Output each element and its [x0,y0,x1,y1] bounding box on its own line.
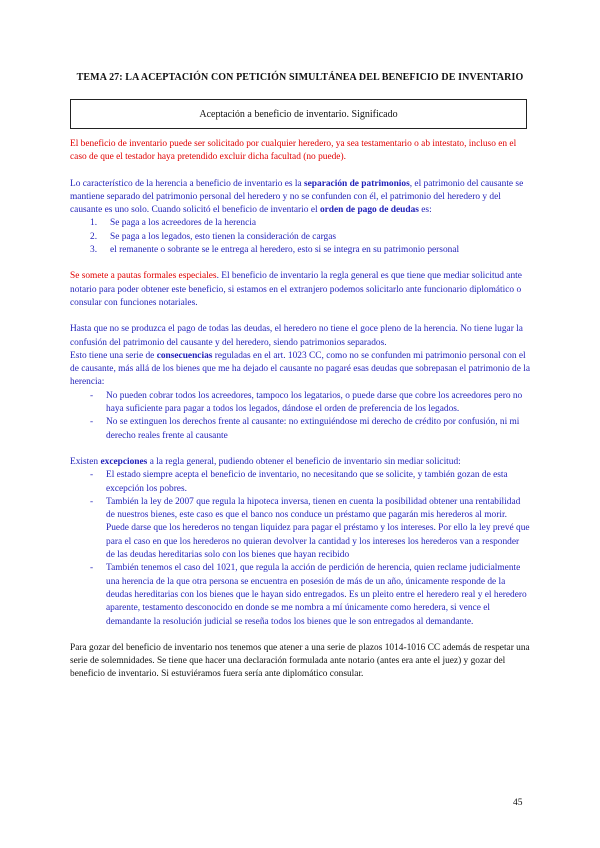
list-item-text: También tenemos el caso del 1021, que regula la acción de perdición de herencia, quien reclame judicialmente una herencia de la que otra persona se encuentra en posesión de más de un año, únicamente responde de la deudas hereditarias con los bienes que le hayan sido entregados. Es un pleito entre el heredero real y el heredero aparente, testamento desconocido en donde se me nombra a mí únicamente como heredera, si vence el demandante la resolución judicial se reseña todos los bienes que le son entregados al demandante. [106,563,527,627]
list-dash: - [90,390,94,401]
list-item [70,496,530,562]
page-number: 45 [513,798,523,808]
term-excepciones: excepciones [100,456,148,467]
paragraph-2-text: Lo característico de la herencia a beneficio de inventario es la [70,178,304,189]
paragraph-5-text: reguladas en el art. 1023 CC, como no se confunden mi patrimonio personal con el de causante, más allá de los bienes que me ha dejado el causante no pagaré esas deudas que sobrepasan el patrimonio de la herencia: [70,350,530,388]
exceptions-list [70,469,530,629]
list-item [70,469,530,496]
payment-order-list [70,217,530,257]
list-item-text: No se extinguen los derechos frente al causante: no extinguiéndose mi derecho de crédito por confusión, ni mi derecho reales frente al causante [106,417,520,441]
paragraph-5 [70,350,530,390]
list-item [70,231,530,244]
paragraph-3-highlight: Se somete a pautas formales especiales [70,271,217,282]
list-item-text: Se paga a los acreedores de la herencia [110,218,257,229]
list-item [70,416,530,443]
paragraph-5-text: Esto tiene una serie de [70,350,157,361]
paragraph-6 [70,456,530,469]
term-consecuencias: consecuencias [156,350,213,361]
document-body [70,138,530,682]
list-item [70,217,530,230]
paragraph-6-text: a la regla general, pudiendo obtener el beneficio de inventario sin mediar solicitud: [147,456,461,467]
list-item-text: El estado siempre acepta el beneficio de inventario, no necesitando que se solicite, y también gozan de esta excepción los pobres. [106,470,508,494]
list-item-text: el remanente o sobrante se le entrega al heredero, esto si se integra en su patrimonio personal [110,245,460,256]
list-number: 3. [90,245,98,256]
list-dash: - [90,563,94,574]
list-dash: - [90,417,94,428]
list-dash: - [90,496,94,507]
list-item-text: También la ley de 2007 que regula la hipoteca inversa, tienen en cuenta la posibilidad obtener una rentabilidad de nuestros bienes, este caso es que el banco nos conduce un préstamo que pagarán mis herederos al morir. Puede darse que los herederos no tengan liquidez para pagar el préstamo y los intereses. Por ello la ley prevé que para el caso en que los herederos no quieran devolver la cantidad y los intereses los herederos van a responder de las deudas hereditarias solo con los bienes que hayan recibido [106,496,530,561]
paragraph-4: Hasta que no se produzca el pago de todas las deudas, el heredero no tiene el goce pleno de la herencia. No tiene lugar la confusión del patrimonio del causante y del heredero, siendo patrimonios separados. [70,324,523,348]
list-item-text: Se paga a los legados, esto tienen la consideración de cargas [110,231,337,242]
list-item [70,244,530,257]
paragraph-2 [70,178,530,218]
list-item-text: No pueden cobrar todos los acreedores, tampoco los legatarios, o puede darse que cobre los acreedores pero no haya suficiente para pagar a todos los legados, dándose el orden de preferencia de los legados. [106,390,523,415]
section-heading-box [70,99,527,129]
paragraph-3 [70,270,530,310]
list-dash: - [90,470,94,481]
list-number: 2. [90,231,98,242]
list-item [70,390,530,417]
list-number: 1. [90,218,98,229]
paragraph-2-text: , el patrimonio del causante se mantiene separado del patrimonio personal del heredero y no se confunden con él, el patrimonio del heredero y del causante es uno solo. Cuando solicitó el beneficio de inventario el [70,178,524,216]
term-separacion-patrimonios: separación de patrimonios [304,178,410,189]
paragraph-2-text: es: [418,205,432,216]
list-item [70,562,530,628]
document-title: TEMA 27: LA ACEPTACIÓN CON PETICIÓN SIMULTÁNEA DEL BENEFICIO DE INVENTARIO [76,72,524,83]
consequences-list [70,390,530,443]
paragraph-1: El beneficio de inventario puede ser solicitado por cualquier heredero, ya sea testamentario o ab intestato, incluso en el caso de que el testador haya pretendido excluir dicha facultad (no puede). [70,139,517,163]
section-heading: Aceptación a beneficio de inventario. Significado [199,108,398,120]
term-orden-pago-deudas: orden de pago de deudas [319,205,419,216]
paragraph-6-text: Existen [70,456,101,467]
paragraph-3-text: . El beneficio de inventario la regla general es que tiene que mediar solicitud ante notario para poder obtener este beneficio, si estamos en el extranjero podemos solicitarlo ante funcionario diplomático o consular con funciones notariales. [70,271,522,308]
paragraph-7: Para gozar del beneficio de inventario nos tenemos que atener a una serie de plazos 1014-1016 CC además de respetar una serie de solemnidades. Se tiene que hacer una declaración formulada ante notario (antes era ante el juez) y gozar del beneficio de inventario. Si estuviéramos fuera sería ante diplomático consular. [70,642,530,680]
